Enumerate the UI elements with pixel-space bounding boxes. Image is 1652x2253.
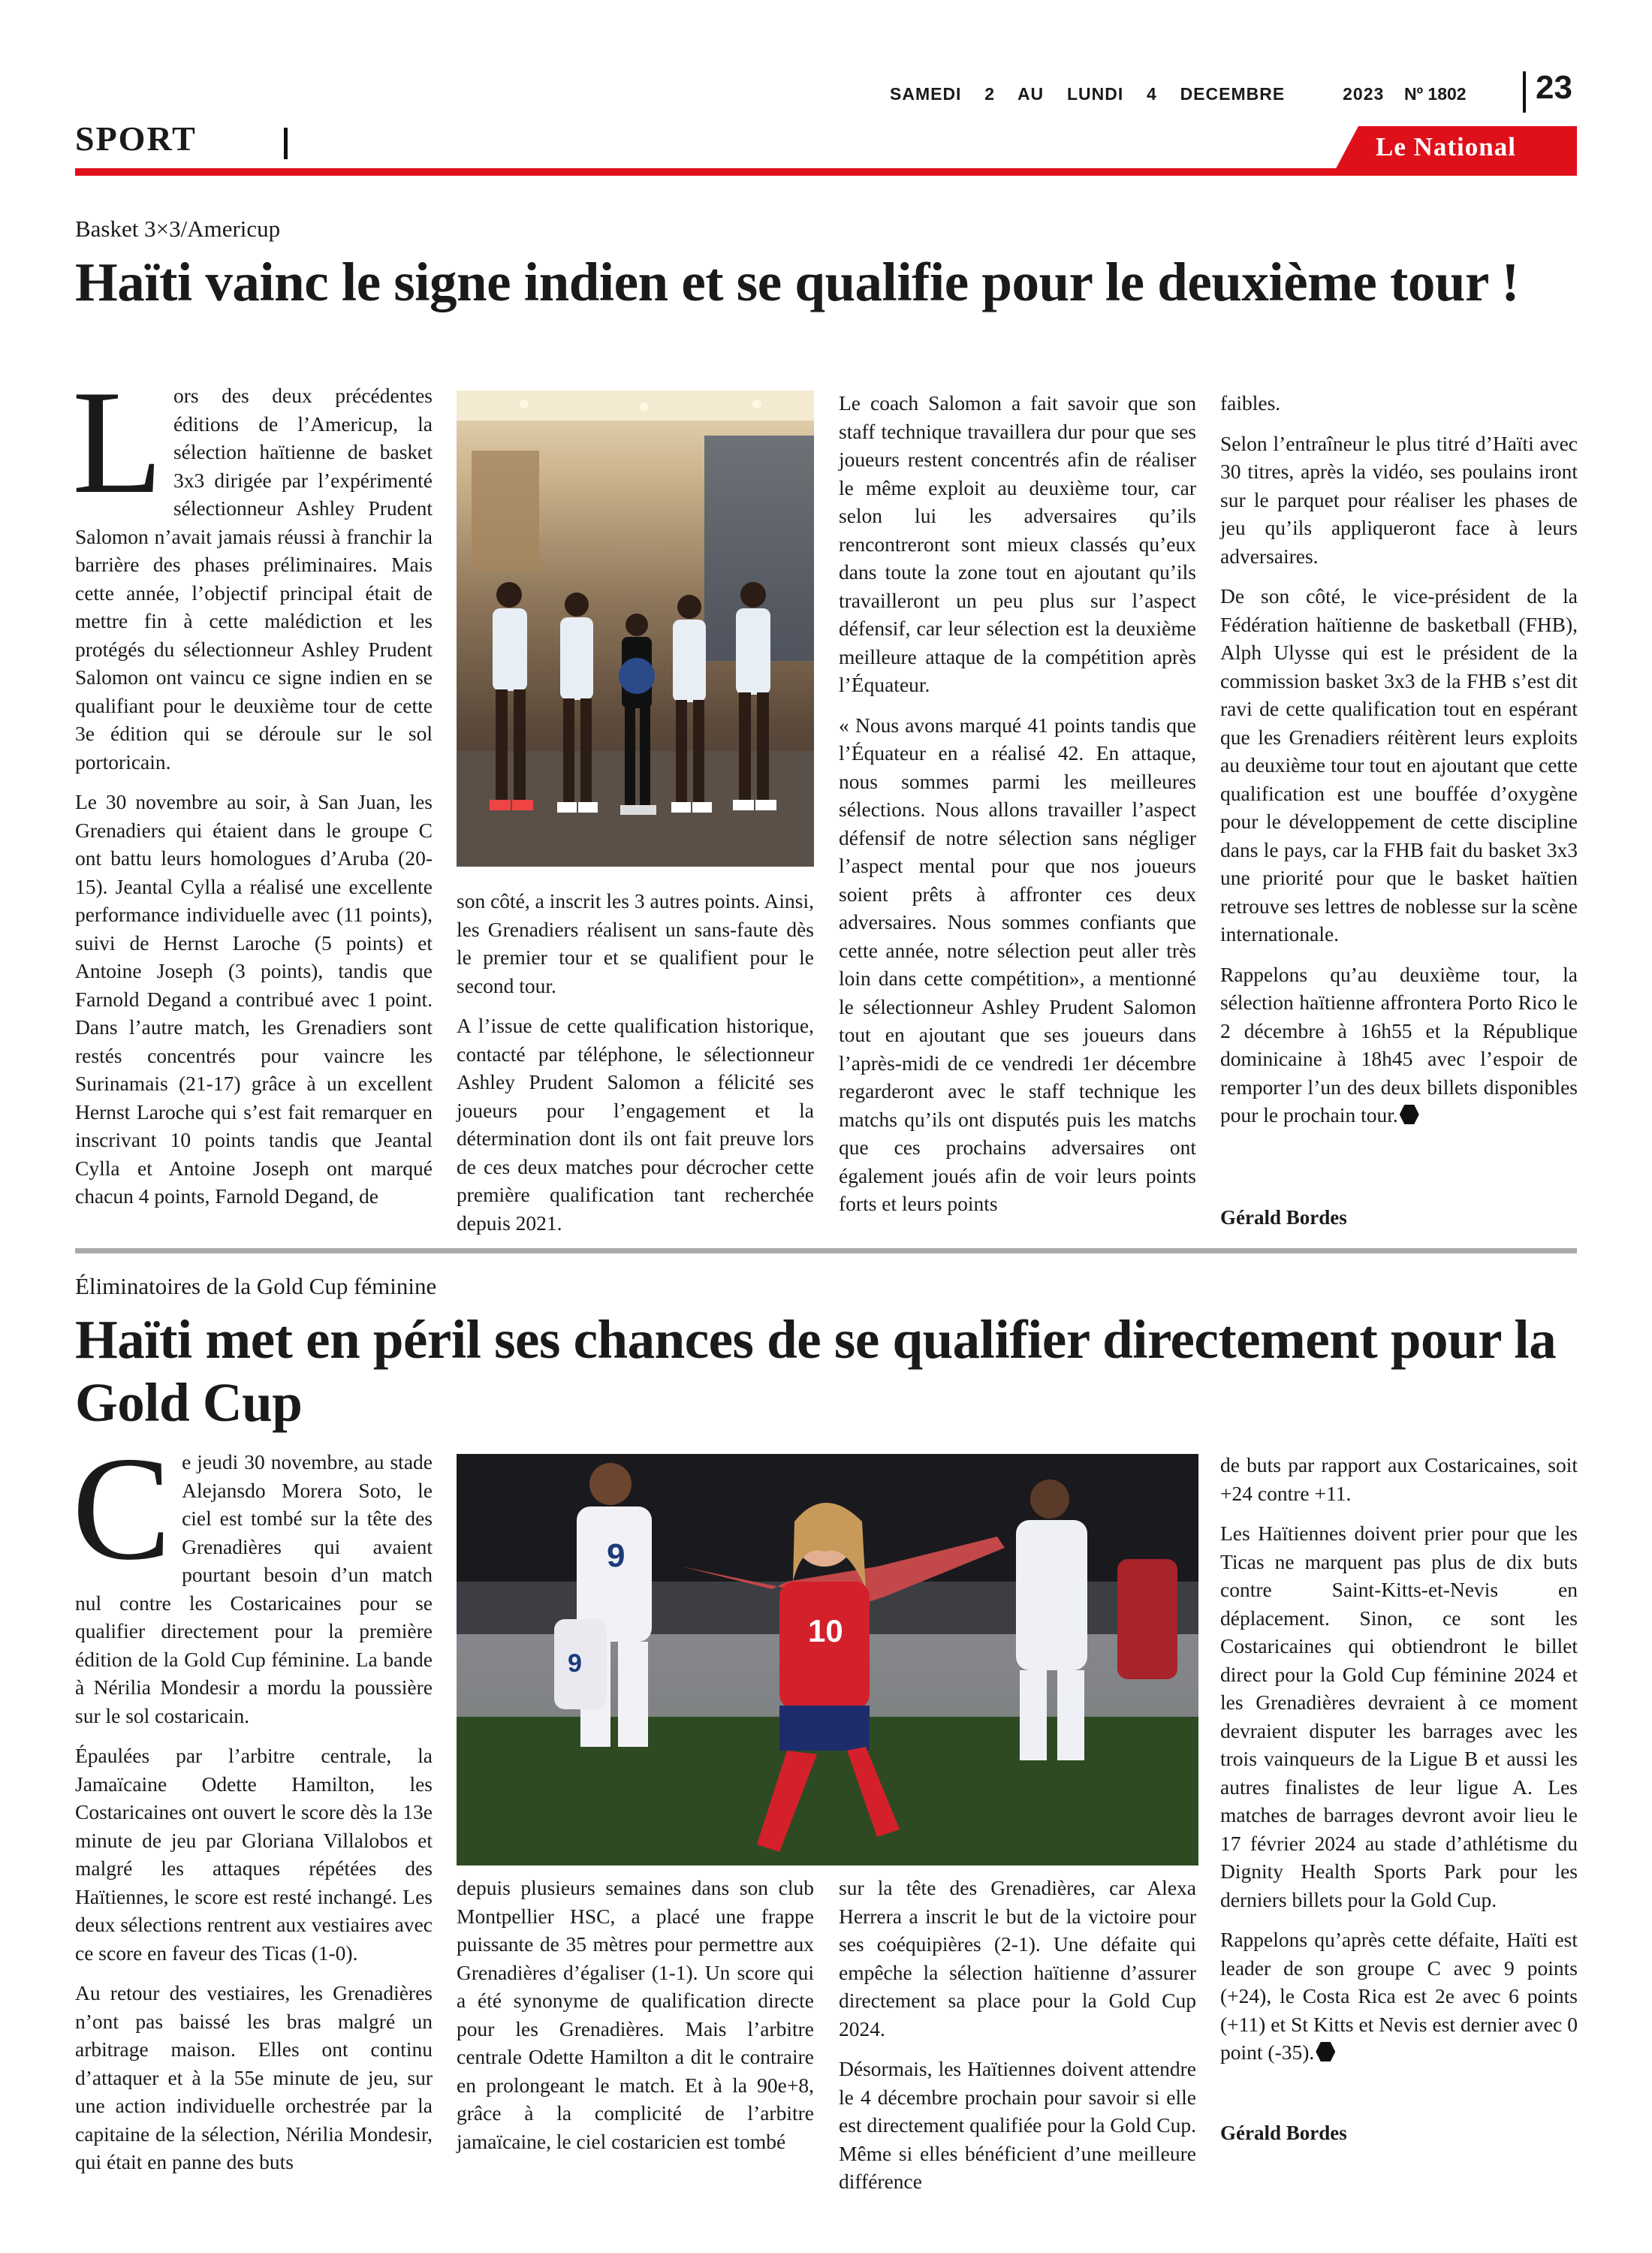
article2-paragraph: de buts par rapport aux Costaricaines, soit +24 contre +11. xyxy=(1220,1453,1578,1505)
football-match-photo xyxy=(457,1454,1198,1865)
section-title: SPORT xyxy=(75,119,197,158)
article1-paragraph: A l’issue de cette qualification historique, contacté par téléphone, le sélectionneur Ashley Prudent Salomon a félicité ses joueurs pour l’engagement et la détermination dont ils ont fait preuve lors de ces deux matches pour décrocher cette première qualification tant recherchée depuis 2021. xyxy=(457,1014,814,1235)
article1-column-3 xyxy=(839,389,1196,1230)
article2-paragraph: Au retour des vestiaires, les Grenadières n’ont pas baissé les bras malgré un arbitrage maison. Elles ont continu d’attaquer et à la 55e minute de jeu, sur une action individuelle orchestrée par la capitaine de la sélection, Nérilia Mondesir, qui était en panne des buts xyxy=(75,1981,433,2173)
page-number: 23 xyxy=(1536,69,1572,106)
article1-dropcap: L xyxy=(72,360,163,524)
basketball-team-photo xyxy=(457,391,814,867)
dateline: SAMEDI 2 AU LUNDI 4 DECEMBRE 2023 xyxy=(890,84,1385,104)
article1-paragraph: De son côté, le vice-président de la Fédération haïtienne de basketball (FHB), Alph Ulysse qui est le président de la commission basket 3x3 de la FHB s’est dit ravi de cette qualification tout en espérant que les Grenadiers réitèrent leurs exploits au deuxième tour tout en ajoutant que cette qualification est une bouffée d’oxygène pour le développement de cette discipline dans le pays, car la FHB fait du basket 3x3 une priorité pour que le basket haïtien retrouve ses lettres de noblesse sur la scène internationale. xyxy=(1220,584,1578,946)
article2-paragraph: Les Haïtiennes doivent prier pour que les Ticas ne marquent pas plus de dix buts contre Saint-Kitts-et-Nevis en déplacement. Sinon, ce sont les Costaricaines qui obtiendront le billet direct pour la Gold Cup féminine 2024 et les Grenadières devraient à ce moment devraient disputer les barrages avec les trois vainqueurs de la Ligue B et aussi les autres finalistes de leur ligue A. Les matches de barrages devront avoir lieu le 17 février 2024 au stade d’athlétisme du Dignity Health Sports Park pour les derniers billets pour la Gold Cup. xyxy=(1220,1522,1578,1911)
jersey-number-front: 10 xyxy=(808,1613,843,1648)
article1-kicker: Basket 3×3/Americup xyxy=(75,216,281,242)
article2-kicker: Éliminatoires de la Gold Cup féminine xyxy=(75,1273,437,1299)
article2-paragraph: Rappelons qu’après cette défaite, Haïti est leader de son groupe C avec 9 points (+24), le Costa Rica est 2e avec 6 points (+11) et St Kitts et Nevis est dernier avec 0 point (-35). xyxy=(1220,1928,1578,2064)
article2-paragraph: Désormais, les Haïtiennes doivent attendre le 4 décembre prochain pour savoir si elle est directement qualifiée pour la Gold Cup. Même si elles bénéficient d’une meilleure différence xyxy=(839,2057,1196,2193)
article1-column-4 xyxy=(1220,389,1578,1142)
article1-paragraph: Le 30 novembre au soir, à San Juan, les Grenadiers qui étaient dans le groupe C ont battu leurs homologues d’Aruba (20-15). Jeantal Cylla a réalisé une excellente performance individuelle avec (11 points), suivi de Hernst Laroche (5 points) et Antoine Joseph (3 points), tandis que Farnold Degand a contribué avec 1 point. Dans l’autre match, les Grenadiers sont restés concentrés pour vaincre les Surinamais (21-17) grâce à un excellent Hernst Laroche qui s’est fait remarquer en inscrivant 10 points tandis que Jeantal Cylla et Antoine Joseph ont marqué chacun 4 points, Farnold Degand, de xyxy=(75,790,433,1208)
article2-column-2 xyxy=(457,1874,814,2167)
article1-column-2 xyxy=(457,887,814,1249)
article2-paragraph: depuis plusieurs semaines dans son club Montpellier HSC, a placé une frappe puissante de 35 mètres pour permettre aux Grenadières d’égaliser (1-1). Un score qui a été synonyme de qualification directe pour les Grenadières. Mais l’arbitre centrale Odette Hamilton a dit le contraire en prolongeant le match. Et à la 90e+8, grâce à la complicité de l’arbitre jamaïcaine, le ciel costaricien est tombé xyxy=(457,1876,814,2153)
section-divider xyxy=(284,128,288,159)
end-mark-icon xyxy=(1400,1105,1419,1124)
article1-paragraph: « Nous avons marqué 41 points tandis que l’Équateur en a réalisé 42. En attaque, nous sommes parmi les meilleures sélections. Nous allons travailler l’aspect défensif de notre sélection sans négliger l’aspect mental pour que nos joueurs soient prêts à affronter ces deux adversaires. Nous sommes confiants que cette année, notre sélection peut aller très loin dans cette compétition», a mentionné le sélectionneur Ashley Prudent Salomon tout en ajoutant que ses joueurs dans l’après-midi de ce vendredi 1er décembre regarderont avec le staff technique les matchs qu’ils ont disputés puis les matchs que ces prochains adversaires ont également joués afin de voir leurs points forts et leurs points xyxy=(839,713,1196,1215)
article1-paragraph: faibles. xyxy=(1220,391,1281,415)
article1-paragraph: Selon l’entraîneur le plus titré d’Haïti avec 30 titres, après la vidéo, ses poulains iront sur le parquet pour réaliser les phases de jeu qu’ils appliqueront face à leurs adversaires. xyxy=(1220,431,1578,568)
match-photo-illustration xyxy=(457,1454,1198,1865)
end-mark-icon xyxy=(1316,2042,1335,2061)
article1-column-1 xyxy=(72,360,433,1223)
article1-paragraph: ors des deux précédentes éditions de l’Americup, la sélection haïtienne de basket 3x3 dirigée par l’expérimenté sélectionneur Ashley Prudent Salomon n’avait jamais réussi à franchir la barrière des phases préliminaires. Mais cette année, l’objectif principal était de mettre fin à cette malédiction et les protégés du sélectionneur Ashley Prudent Salomon ont vaincu ce signe indien en se qualifiant pour le deuxième tour de cette 3e édition qui se déroule sur le sol portoricain. xyxy=(75,384,433,774)
brand-name: Le National xyxy=(1376,132,1516,161)
article2-byline: Gérald Bordes xyxy=(1220,2122,1347,2144)
team-photo-illustration xyxy=(457,391,814,867)
article2-column-1 xyxy=(72,1426,433,2188)
issue-number: Nº 1802 xyxy=(1404,84,1467,104)
jersey-number-left: 9 xyxy=(607,1537,626,1574)
article1-paragraph: Rappelons qu’au deuxième tour, la sélection haïtienne affrontera Porto Rico le 2 décembre à 16h55 et la République dominicaine à 18h45 avec l’espoir de remporter l’un des deux billets disponibles pour le prochain tour. xyxy=(1220,962,1578,1126)
jersey-number-back: 9 xyxy=(568,1649,582,1678)
article2-column-3 xyxy=(839,1874,1196,2208)
page-number-divider xyxy=(1523,71,1526,113)
article2-paragraph: sur la tête des Grenadières, car Alexa Herrera a inscrit le but de la victoire pour ses coéquipières (2-1). Une défaite qui empêche la sélection haïtienne d’assurer directement sa place pour la Gold Cup 2024. xyxy=(839,1876,1196,2040)
article1-headline: Haïti vainc le signe indien et se qualifie pour le deuxième tour ! xyxy=(75,252,1520,312)
article2-paragraph: e jeudi 30 novembre, au stade Alejansdo Morera Soto, le ciel est tombé sur la tête des Grenadières qui avaient pourtant besoin d’un match nul contre les Costaricaines pour se qualifier directement pour la première édition de la Gold Cup féminine. La bande à Nérilia Mondesir a mordu la poussière sur le sol costaricain. xyxy=(75,1450,433,1727)
article2-headline: Haïti met en péril ses chances de se qualifier directement pour la Gold Cup xyxy=(75,1309,1557,1433)
article2-column-4 xyxy=(1220,1451,1578,2079)
article-divider xyxy=(75,1248,1577,1253)
article1-paragraph: son côté, a inscrit les 3 autres points. Ainsi, les Grenadiers réalisent un sans-faute dès le premier tour et se qualifient pour le second tour. xyxy=(457,889,814,997)
article1-paragraph: Le coach Salomon a fait savoir que son staff technique travaillera dur pour que ses joueurs restent concentrés afin de réaliser le même exploit au deuxième tour, car selon lui les adversaires qu’ils rencontreront sont mieux classés qu’eux dans toute la zone tout en ajoutant qu’ils travailleront un peu plus sur l’aspect défensif, car leur sélection est la deuxième meilleure attaque de la compétition après l’Équateur. xyxy=(839,391,1196,696)
article2-paragraph: Épaulées par l’arbitre centrale, la Jamaïcaine Odette Hamilton, les Costaricaines ont ouvert le score dès la 13e minute de jeu par Gloriana Villalobos et malgré les attaques répétées des Haïtiennes, le score est resté inchangé. Les deux sélections rentrent aux vestiaires avec ce score en faveur des Ticas (1-0). xyxy=(75,1744,433,1965)
article2-dropcap: C xyxy=(72,1426,172,1591)
article1-byline: Gérald Bordes xyxy=(1220,1206,1347,1229)
